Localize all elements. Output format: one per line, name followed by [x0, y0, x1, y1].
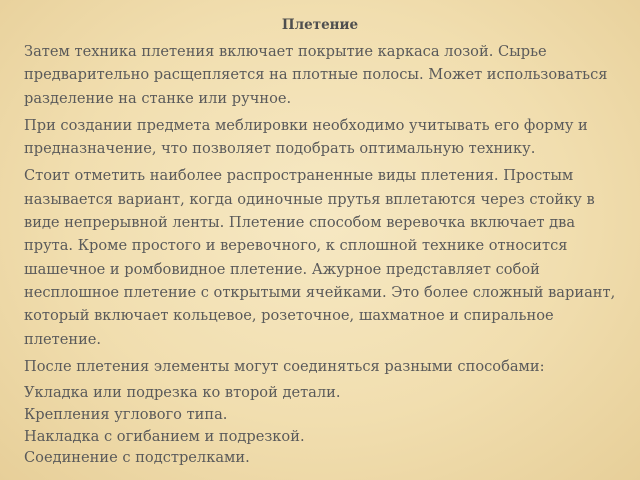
slide-content [24, 40, 624, 469]
paragraph-joining-intro: После плетения элементы могут соединяться разными способами: [24, 357, 545, 375]
slide-title: Плетение [281, 17, 359, 33]
list-item: Укладка или подрезка ко второй детали. [24, 384, 341, 402]
paragraph-weaving-types: Стоит отметить наиболее распространенные виды плетения. Простым называется вариант, когда одиночные прутья вплетаются через стойку в виде непрерывной ленты. Плетение способом веревочка включает два прута. Кроме простого и веревочного, к сплошной технике относится шашечное и ромбовидное плетение. Ажурное представляет собой несплошное плетение с открытыми ячейками. Это более сложный вариант, который включает кольцевое, розеточное, шахматное и спиральное плетение. [24, 167, 616, 348]
paragraph-furniture-shape: При создании предмета меблировки необходимо учитывать его форму и предназначение, что позволяет подобрать оптимальную технику. [24, 116, 588, 158]
joining-methods-list [24, 382, 624, 469]
list-item: Накладка с огибанием и подрезкой. [24, 427, 305, 445]
list-item: Соединение с подстрелками. [24, 449, 250, 467]
list-item: Крепления углового типа. [24, 405, 228, 423]
paragraph-frame-covering: Затем техника плетения включает покрытие каркаса лозой. Сырье предварительно расщепляется на плотные полосы. Может использоваться разделение на станке или ручное. [24, 43, 608, 107]
